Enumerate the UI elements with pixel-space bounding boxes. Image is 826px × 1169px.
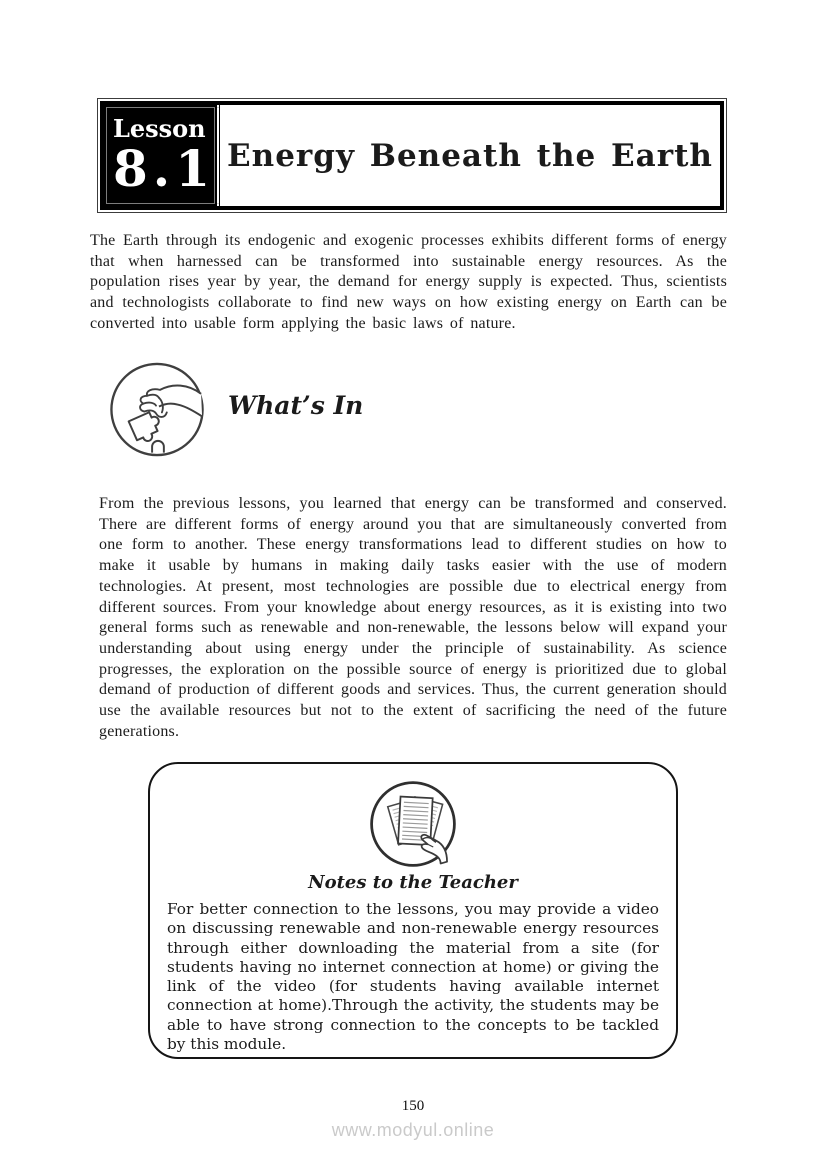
lesson-number-box	[104, 105, 217, 206]
teacher-notes-box	[148, 762, 678, 1059]
intro-paragraph: The Earth through its endogenic and exogenic processes exhibits different forms of energy that when harnessed can be transformed into sustainable energy resources. As the population rises year by year, the demand for energy supply is expected. Thus, scientists and technologists collaborate to find new ways on how existing energy on Earth can be converted into usable form applying the basic laws of nature.	[90, 232, 727, 332]
lesson-header-frame	[100, 101, 724, 210]
lesson-number: 8.1	[113, 138, 215, 198]
lesson-header-banner	[97, 98, 727, 213]
whats-in-heading: What’s In	[228, 391, 364, 420]
notes-papers-icon	[367, 778, 459, 870]
lesson-label: Lesson	[113, 114, 206, 144]
page-number: 150	[401, 1098, 425, 1114]
notes-heading: Notes to the Teacher	[308, 872, 518, 893]
lesson-title-cell	[219, 105, 720, 206]
watermark: www.modyul.online	[331, 1120, 495, 1140]
lesson-title: Energy Beneath the Earth	[227, 137, 713, 174]
whats-in-paragraph: From the previous lessons, you learned that energy can be transformed and conserved. There are different forms of energy around you that are simultaneously converted from one form to another. These energy transformations lead to different studies on how to make it usable by humans in making daily tasks easier with the use of modern technologies. At present, most technologies are possible due to electrical energy from different sources. From your knowledge about energy resources, as it is existing into two general forms such as renewable and non-renewable, the lessons below will expand your understanding about using energy under the principle of sustainability. As science progresses, the exploration on the possible source of energy is prioritized due to global demand of production of different goods and services. Thus, the current generation should use the available resources but not to the extent of sacrificing the need of the future generations.	[99, 495, 727, 740]
hand-puzzle-icon	[108, 360, 206, 459]
notes-body: For better connection to the lessons, you may provide a video on discussing renewable and non-renewable energy resources through either downloading the material from a site (for students having no internet connection at home) or giving the link of the video (for students having available internet connection at home).Through the activity, the students may be able to have strong connection to the concepts to be tackled by this module.	[167, 900, 659, 1054]
